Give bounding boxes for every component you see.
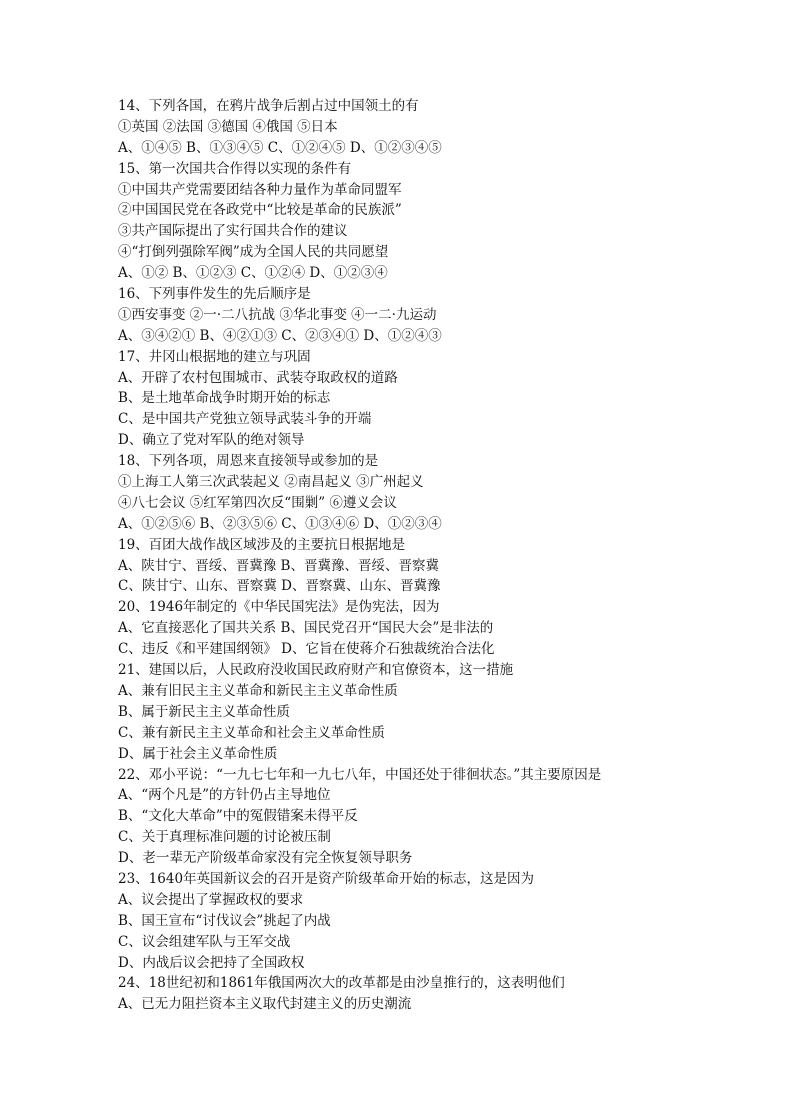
question-22-option-d: D、老一辈无产阶级革命家没有完全恢复领导职务 <box>118 850 413 867</box>
question-23-option-a: A、议会提出了掌握政权的要求 <box>118 891 304 908</box>
question-21-option-a: A、兼有旧民主主义革命和新民主主义革命性质 <box>118 682 398 699</box>
question-17-option-d: D、确立了党对军队的绝对领导 <box>118 432 305 449</box>
question-15-item-3: ③共产国际提出了实行国共合作的建议 <box>118 223 348 240</box>
question-22-option-c: C、关于真理标准问题的讨论被压制 <box>118 829 331 846</box>
question-17-option-c: C、是中国共产党独立领导武装斗争的开端 <box>118 411 372 428</box>
question-15-options: A、①② B、①②③ C、①②④ D、①②③④ <box>118 265 388 282</box>
question-24-stem: 24、18世纪初和1861年俄国两次大的改革都是由沙皇推行的，这表明他们 <box>118 975 565 992</box>
question-23-option-d: D、内战后议会把持了全国政权 <box>118 954 305 971</box>
question-14-items: ①英国 ②法国 ③德国 ④俄国 ⑤日本 <box>118 118 338 135</box>
question-15-item-2: ②中国国民党在各政党中“比较是革命的民族派” <box>118 202 402 219</box>
question-17-stem: 17、井冈山根据地的建立与巩固 <box>118 348 311 365</box>
question-23-option-b: B、国王宣布“讨伐议会”挑起了内战 <box>118 912 331 929</box>
question-17-option-b: B、是土地革命战争时期开始的标志 <box>118 390 331 407</box>
question-19-options-cd: C、陕甘宁、山东、晋察冀 D、晋察冀、山东、晋冀豫 <box>118 578 441 595</box>
question-15-stem: 15、第一次国共合作得以实现的条件有 <box>118 160 352 177</box>
question-20-options-ab: A、它直接恶化了国共关系 B、国民党召开“国民大会”是非法的 <box>118 620 494 637</box>
question-17-option-a: A、开辟了农村包围城市、武装夺取政权的道路 <box>118 369 398 386</box>
question-20-stem: 20、1946年制定的《中华民国宪法》是伪宪法，因为 <box>118 599 440 616</box>
question-15-item-4: ④“打倒列强除军阀”成为全国人民的共同愿望 <box>118 244 389 261</box>
exam-page <box>118 96 678 1015</box>
question-19-options-ab: A、陕甘宁、晋绥、晋冀豫 B、晋冀豫、晋绥、晋察冀 <box>118 557 439 574</box>
question-18-items-1: ①上海工人第三次武装起义 ②南昌起义 ③广州起义 <box>118 474 424 491</box>
question-16-options: A、③④②① B、④②①③ C、②③④① D、①②④③ <box>118 327 442 344</box>
question-23-stem: 23、1640年英国新议会的召开是资产阶级革命开始的标志，这是因为 <box>118 870 535 887</box>
question-22-option-b: B、“文化大革命”中的冤假错案未得平反 <box>118 808 358 825</box>
question-21-option-d: D、属于社会主义革命性质 <box>118 745 278 762</box>
question-20-options-cd: C、违反《和平建国纲领》 D、它旨在使蒋介石独裁统治合法化 <box>118 641 495 658</box>
question-22-stem: 22、邓小平说：“一九七七年和一九七八年，中国还处于徘徊状态。”其主要原因是 <box>118 766 602 783</box>
question-18-stem: 18、下列各项，周恩来直接领导或参加的是 <box>118 453 379 470</box>
question-21-option-c: C、兼有新民主主义革命和社会主义革命性质 <box>118 724 385 741</box>
question-19-stem: 19、百团大战作战区域涉及的主要抗日根据地是 <box>118 536 406 553</box>
question-18-items-2: ④八七会议 ⑤红军第四次反“围剿” ⑥遵义会议 <box>118 494 397 511</box>
question-16-stem: 16、下列事件发生的先后顺序是 <box>118 286 311 303</box>
question-15-item-1: ①中国共产党需要团结各种力量作为革命同盟军 <box>118 181 402 198</box>
question-23-option-c: C、议会组建军队与王军交战 <box>118 933 291 950</box>
question-21-stem: 21、建国以后，人民政府没收国民政府财产和官僚资本，这一措施 <box>118 662 514 679</box>
question-24-option-a: A、已无力阻拦资本主义取代封建主义的历史潮流 <box>118 996 412 1013</box>
question-16-items: ①西安事变 ②一·二八抗战 ③华北事变 ④一二·九运动 <box>118 306 437 323</box>
question-21-option-b: B、属于新民主主义革命性质 <box>118 703 290 720</box>
question-14-options: A、①④⑤ B、①③④⑤ C、①②④⑤ D、①②③④⑤ <box>118 139 442 156</box>
question-18-options: A、①②⑤⑥ B、②③⑤⑥ C、①③④⑥ D、①②③④ <box>118 515 442 532</box>
question-22-option-a: A、“两个凡是”的方针仍占主导地位 <box>118 787 331 804</box>
question-14-stem: 14、下列各国，在鸦片战争后割占过中国领土的有 <box>118 98 419 114</box>
